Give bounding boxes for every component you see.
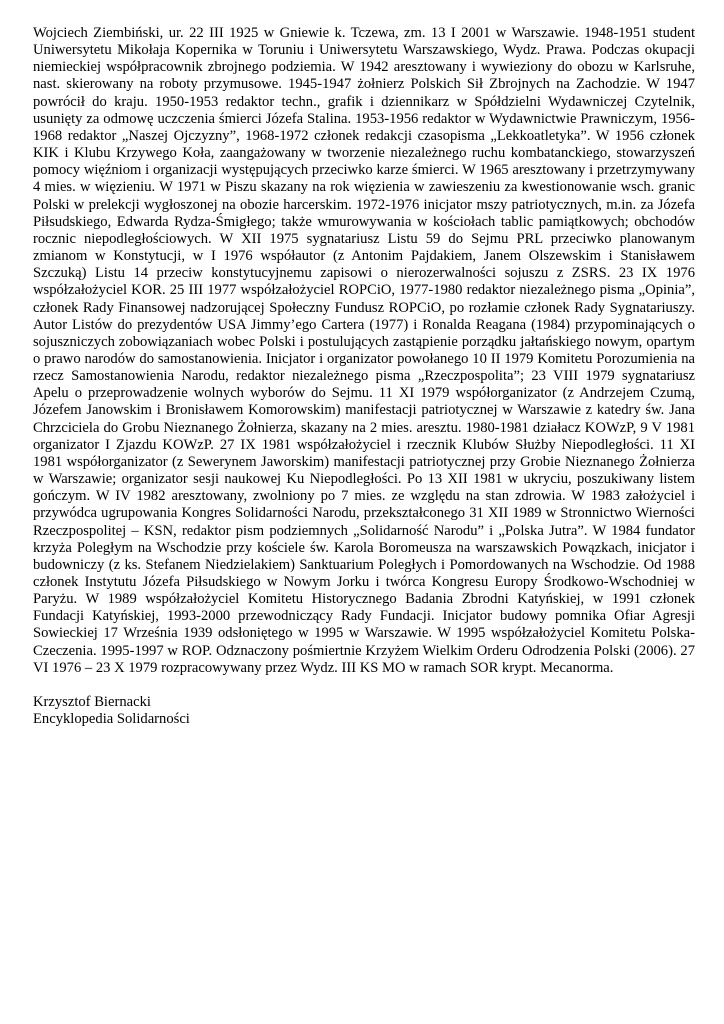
author-name: Krzysztof Biernacki bbox=[33, 693, 151, 710]
signature-block bbox=[33, 694, 695, 728]
biography-paragraph: Wojciech Ziembiński, ur. 22 III 1925 w Gniewie k. Tczewa, zm. 13 I 2001 w Warszawie. 1948-1951 student Uniwersytetu Mikołaja Kopernika w Toruniu i Uniwersytetu Warszawskiego, Wydz. Prawa. Podczas okupacji niemieckiej współpracownik zbrojnego podziemia. W 1942 aresztowany i wywieziony do obozu w Karlsruhe, nast. skierowany na roboty przymusowe. 1945-1947 żołnierz Polskich Sił Zbrojnych na Zachodzie. W 1947 powrócił do kraju. 1950-1953 redaktor techn., grafik i dziennikarz w Spółdzielni Wydawniczej Czytelnik, usunięty za odmowę uczczenia śmierci Józefa Stalina. 1953-1956 redaktor w Wydawnictwie Prawniczym, 1956-1968 redaktor „Naszej Ojczyzny”, 1968-1972 członek redakcji czasopisma „Lekkoatletyka”. W 1956 członek KIK i Klubu Krzywego Koła, zaangażowany w tworzenie niezależnego ruchu kombatanckiego, stowarzyszeń pomocy więźniom i organizacji występujących przeciwko karze śmierci. W 1965 aresztowany i przetrzymywany 4 mies. w więzieniu. W 1971 w Piszu skazany na rok więzienia w zawieszeniu za kwestionowanie wsch. granic Polski w prelekcji wygłoszonej na obozie harcerskim. 1972-1976 inicjator mszy patriotycznych, m.in. za Józefa Piłsudskiego, Edwarda Rydza-Śmigłego; także wmurowywania w kościołach tablic pamiątkowych; obchodów rocznic niepodległościowych. W XII 1975 sygnatariusz Listu 59 do Sejmu PRL przeciwko planowanym zmianom w Konstytucji, w I 1976 współautor (z Antonim Pajdakiem, Janem Olszewskim i Stanisławem Szczuką) Listu 14 przeciw konstytucyjnemu zapisowi o nierozerwalności sojuszu z ZSRS. 23 IX 1976 współzałożyciel KOR. 25 III 1977 współzałożyciel ROPCiO, 1977-1980 redaktor niezależnego pisma „Opinia”, członek Rady Finansowej nadzorującej Społeczny Fundusz ROPCiO, po rozłamie członek Rady Sygnatariuszy. Autor Listów do prezydentów USA Jimmy’ego Cartera (1977) i Ronalda Reagana (1984) przypominających o sojuszniczych zobowiązaniach wobec Polski i postulujących zastąpienie porządku jałtańskiego nowym, opartym o prawo narodów do samostanowienia. Inicjator i organizator powołanego 10 II 1979 Komitetu Porozumienia na rzecz Samostanowienia Narodu, redaktor niezależnego pisma „Rzeczpospolita”; 23 VIII 1979 sygnatariusz Apelu o przeprowadzenie wolnych wyborów do Sejmu. 11 XI 1979 współorganizator (z Andrzejem Czumą, Józefem Janowskim i Bronisławem Komorowskim) manifestacji patriotycznej w Warszawie z katedry św. Jana Chrzciciela do Grobu Nieznanego Żołnierza, skazany na 2 mies. aresztu. 1980-1981 działacz KOWzP, 9 V 1981 organizator I Zjazdu KOWzP. 27 IX 1981 współzałożyciel i rzecznik Klubów Służby Niepodległości. 11 XI 1981 współorganizator (z Sewerynem Jaworskim) manifestacji patriotycznej przy Grobie Nieznanego Żołnierza w Warszawie; organizator sesji naukowej Ku Niepodległości. Po 13 XII 1981 w ukryciu, poszukiwany listem gończym. W IV 1982 aresztowany, zwolniony po 7 mies. ze względu na stan zdrowia. W 1983 założyciel i przywódca ugrupowania Kongres Solidarności Narodu, przekształconego 31 XII 1989 w Stronnictwo Wierności Rzeczpospolitej – KSN, redaktor pism podziemnych „Solidarność Narodu” i „Polska Jutra”. W 1984 fundator krzyża Poległym na Wschodzie przy kościele św. Karola Boromeusza na warszawskich Powązkach, inicjator i budowniczy (z ks. Stefanem Niedzielakiem) Sanktuarium Poległych i Pomordowanych na Wschodzie. Od 1988 członek Instytutu Józefa Piłsudskiego w Nowym Jorku i twórca Kongresu Europy Środkowo-Wschodniej w Paryżu. W 1989 współzałożyciel Komitetu Historycznego Badania Zbrodni Katyńskiej, w 1991 członek Fundacji Katyńskiej, 1993-2000 przewodniczący Rady Fundacji. Inicjator budowy pomnika Ofiar Agresji Sowieckiej 17 Września 1939 odsłoniętego w 1995 w Warszawie. W 1995 współzałożyciel Komitetu Polska-Czeczenia. 1995-1997 w ROP. Odznaczony pośmiertnie Krzyżem Wielkim Orderu Odrodzenia Polski (2006). 27 VI 1976 – 23 X 1979 rozpracowywany przez Wydz. III KS MO w ramach SOR krypt. Mecanorma. bbox=[33, 25, 695, 676]
document-page bbox=[33, 25, 695, 728]
source-name: Encyklopedia Solidarności bbox=[33, 711, 190, 728]
